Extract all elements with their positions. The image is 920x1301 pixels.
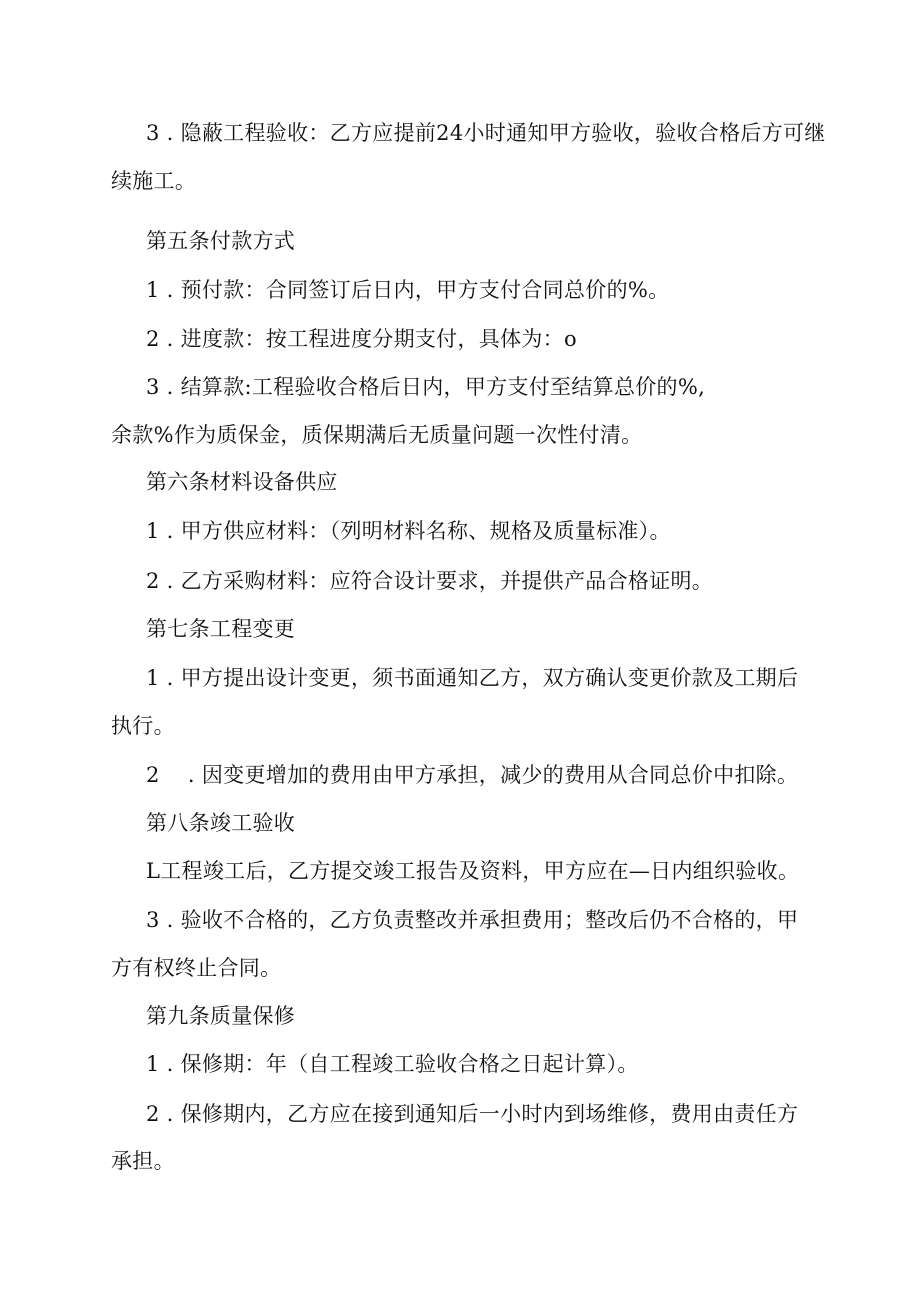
line-text: 续施工。 — [111, 169, 197, 193]
heading-text: 第九条质量保修 — [146, 1004, 296, 1028]
clause-5-item-3-line-1 — [146, 374, 705, 400]
line-text: 2 . 因变更增加的费用由甲方承担，减少的费用从合同总价中扣除。 — [146, 763, 799, 787]
heading-text: 第七条工程变更 — [146, 617, 296, 641]
heading-text: 第八条竣工验收 — [146, 811, 296, 835]
clause-8-item-3-line-2 — [111, 955, 281, 981]
clause-8-heading — [146, 810, 295, 836]
line-text: 1 . 甲方提出设计变更，须书面通知乙方，双方确认变更价款及工期后 — [146, 666, 799, 690]
clause-7-heading — [146, 616, 295, 642]
clause-7-item-1-line-1 — [146, 665, 798, 691]
line-text: 1 . 预付款：合同签订后日内，甲方支付合同总价的%。 — [146, 278, 670, 302]
clause-8-item-3-line-1 — [146, 907, 798, 933]
clause-7-item-2 — [146, 762, 798, 788]
line-text: 1 . 甲方供应材料：（列明材料名称、规格及质量标准）。 — [146, 519, 671, 543]
clause-4-item-3-line-1 — [146, 120, 826, 146]
heading-text: 第五条付款方式 — [146, 229, 296, 253]
line-text: 3 . 验收不合格的，乙方负责整改并承担费用；整改后仍不合格的，甲 — [146, 908, 799, 932]
clause-9-item-2-line-1 — [146, 1101, 798, 1127]
line-text: 2 . 乙方采购材料：应符合设计要求，并提供产品合格证明。 — [146, 569, 714, 593]
line-text: 2 . 保修期内，乙方应在接到通知后一小时内到场维修，费用由责任方 — [146, 1102, 799, 1126]
clause-6-item-1 — [146, 518, 671, 544]
line-text: 承担。 — [111, 1149, 175, 1173]
line-text: 3 . 隐蔽工程验收：乙方应提前24小时通知甲方验收，验收合格后方可继 — [146, 121, 826, 145]
clause-5-item-2 — [146, 326, 577, 352]
clause-9-item-2-line-2 — [111, 1148, 175, 1174]
clause-9-item-1 — [146, 1051, 639, 1077]
line-text: 方有权终止合同。 — [111, 956, 282, 980]
line-text: 执行。 — [111, 714, 175, 738]
clause-6-heading — [146, 469, 338, 495]
clause-6-item-2 — [146, 568, 713, 594]
clause-4-item-3-line-2 — [111, 168, 196, 194]
clause-8-item-1 — [146, 858, 799, 884]
line-text: 3 . 结算款:工程验收合格后日内，甲方支付至结算总价的%, — [146, 375, 706, 399]
line-text: 余款%作为质保金，质保期满后无质量问题一次性付清。 — [111, 423, 643, 447]
clause-5-item-1 — [146, 277, 669, 303]
clause-5-heading — [146, 228, 295, 254]
clause-9-heading — [146, 1003, 295, 1029]
heading-text: 第六条材料设备供应 — [146, 470, 338, 494]
clause-7-item-1-line-2 — [111, 713, 175, 739]
line-text: 2 . 进度款：按工程进度分期支付，具体为：o — [146, 327, 577, 351]
clause-5-item-3-line-2 — [111, 422, 642, 448]
line-text: 1 . 保修期：年（自工程竣工验收合格之日起计算）。 — [146, 1052, 639, 1076]
line-text: L工程竣工后，乙方提交竣工报告及资料，甲方应在—日内组织验收。 — [146, 859, 800, 883]
